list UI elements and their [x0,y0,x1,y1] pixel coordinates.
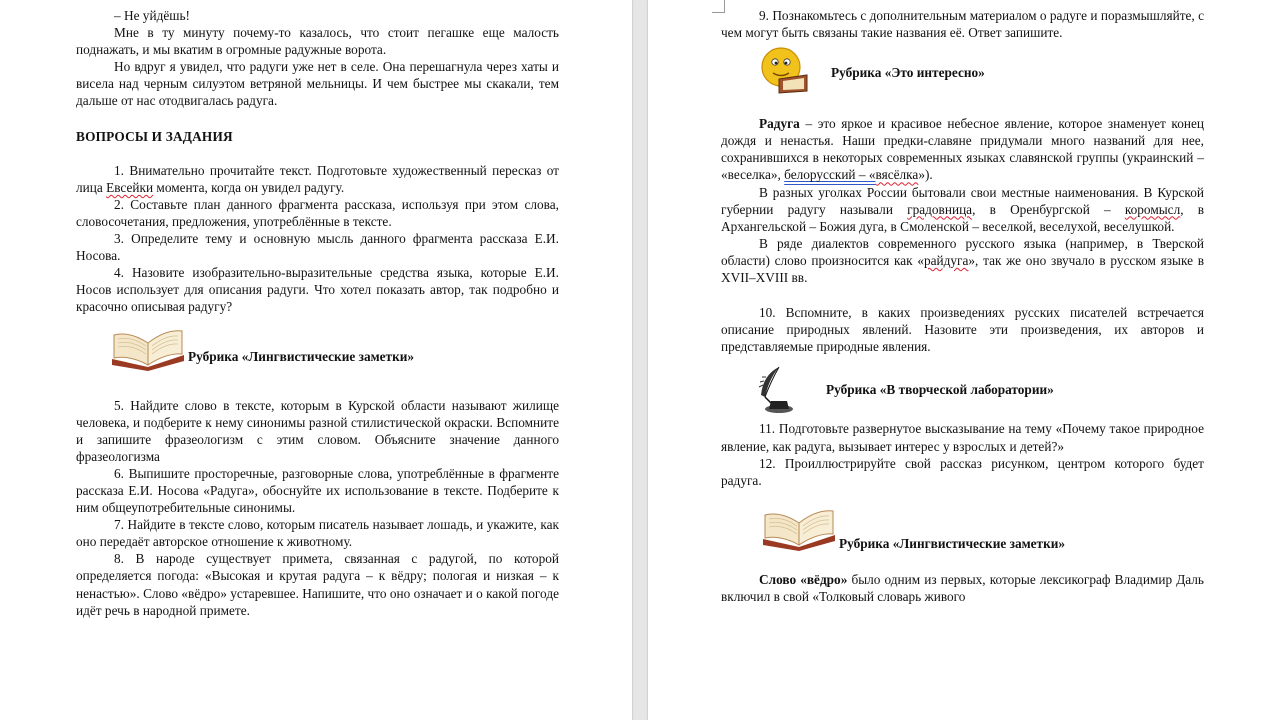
term-vedro: Слово «вёдро» [759,571,848,587]
vedro-paragraph [721,571,1204,605]
grammar-flag[interactable]: белорусский – « [784,167,876,183]
rubric-linguistic-block [76,325,559,375]
rubric-linguistic-block-2 [721,501,1204,563]
dialogue-line: – Не уйдёшь! [114,8,190,23]
question-5: 5. Найдите слово в тексте, которым в Курской области называют жилище человека, и подберите к нему синонимы разной стилистической окраски. Вспомните и запишите фразеологизм с этим словом. Объясните значение данного фразеологизма [76,397,559,464]
rainbow-paragraph-2-end: , в Архангельской – Божия дуга, в Смоленской – веселкой, веселухой, веселушкой. [721,201,1205,234]
question-2: 2. Составьте план данного фрагмента рассказа, используя при этом слова, словосочетания, предложения, употреблённые в тексте. [76,196,559,229]
question-8: 8. В народе существует примета, связанная с радугой, по которой определяется погода: «Высокая и крутая радуга – к вёдру; пологая и низкая – к ненастью». Слово «вёдро» устаревшее. Напишите, что оно означает и о какой погоде идёт речь в народной примете. [76,551,559,618]
rainbow-paragraph-1 [721,115,1204,183]
document-page-right [648,0,1280,720]
question-9: 9. Познакомьтесь с дополнительным материалом о радуге и поразмышляйте, с чем могут быть связаны такие названия её. Ответ запишите. [721,8,1204,41]
spellcheck-word[interactable]: коромысл [1124,201,1181,217]
question-10: 10. Вспомните, в каких произведениях русских писателей встречается описание природных явлений. Назовите эти произведения, их авторов и представляемые природные явления. [721,305,1204,355]
term-raduga: Радуга [759,116,800,132]
rubric-title-linguistic-2: Рубрика «Лингвистические заметки» [839,535,1066,551]
question-1-text: 1. Внимательно прочитайте текст. Подготовьте художественный пересказ от лица [76,162,559,195]
question-1 [76,162,559,196]
rubric-title-creative: Рубрика «В творческой лаборатории» [826,382,1054,398]
rainbow-paragraph-2-text: В разных уголках России бытовали свои местные наименования. В Курской губернии радугу называли [721,184,1204,217]
rainbow-paragraph-1-end: »). [918,167,933,183]
question-6: 6. Выпишите просторечные, разговорные слова, употреблённые в фрагменте рассказа Е.И. Носова «Радуга», обоснуйте их использование в тексте. Подберите к ним общеупотребительные синонимы. [76,465,559,516]
rainbow-paragraph-3-end: », так же оно звучало в русском языке в XVII–XVIII вв. [721,252,1204,286]
spellcheck-word[interactable]: градовница [907,201,973,217]
spellcheck-word[interactable]: райдуга [923,252,969,268]
left-text-column [76,7,559,619]
question-1-text-end: момента, когда он увидел радугу. [153,179,345,195]
story-paragraph-2: Но вдруг я увидел, что радуги уже нет в селе. Она перешагнула через хаты и висела над черным силуэтом ветряной мельницы. И чем быстрее мы скакали, тем дальше от нас отодвигалась радуга. [76,59,559,109]
rubric-interesting-block [721,45,1204,99]
right-text-column [721,7,1204,605]
rainbow-paragraph-2 [721,184,1204,235]
rubric-title-interesting: Рубрика «Это интересно» [831,65,985,81]
spellcheck-word[interactable]: Евсейки [106,179,154,195]
question-7: 7. Найдите в тексте слово, которым писатель называет лошадь, и укажите, как оно передаёт авторское отношение к животному. [76,517,559,550]
section-heading: ВОПРОСЫ И ЗАДАНИЯ [76,128,233,144]
open-book-icon [108,325,188,371]
vedro-paragraph-text: было одним из первых, которые лексикограф Владимир Даль включил в свой «Толковый словарь живого [721,571,1204,604]
spellcheck-word[interactable]: вясёлка [875,167,919,183]
rubric-title-linguistic: Рубрика «Лингвистические заметки» [188,348,415,364]
reading-smiley-icon [755,45,811,95]
rainbow-paragraph-1-text: – это яркое и красивое небесное явление, которое знаменует конец дождя и ненастья. Наши предки-славяне придумали много названий для нее, сохранившихся в некоторых современных языках славянской группы (украинский – «веселка», [721,116,1204,183]
question-11: 11. Подготовьте развернутое высказывание на тему «Почему такое природное явление, как радуга, вызывает интерес у взрослых и детей?» [721,421,1204,454]
rubric-creative-block [721,365,1204,417]
quill-inkwell-icon [749,365,801,415]
rainbow-paragraph-3-text: В ряде диалектов современного русского языка (например, в Тверской области) слово произносится как « [721,235,1204,268]
open-book-icon [759,505,839,551]
story-paragraph-1: Мне в ту минуту почему-то казалось, что стоит пегашке еще малость поднажать, и мы вкатим в огромные радужные ворота. [76,25,559,58]
question-12: 12. Проиллюстрируйте свой рассказ рисунком, центром которого будет радуга. [721,455,1204,488]
rainbow-paragraph-2-text-mid: , в Оренбургской – [972,201,1125,217]
question-4: 4. Назовите изобразительно-выразительные средства языка, которые Е.И. Носов использует для описания радуги. Что хотел показать автор, так подробно и красочно описывая радугу? [76,265,559,315]
question-3: 3. Определите тему и основную мысль данного фрагмента рассказа Е.И. Носова. [76,231,559,264]
rainbow-paragraph-3 [721,235,1204,286]
document-page-left [0,0,632,720]
